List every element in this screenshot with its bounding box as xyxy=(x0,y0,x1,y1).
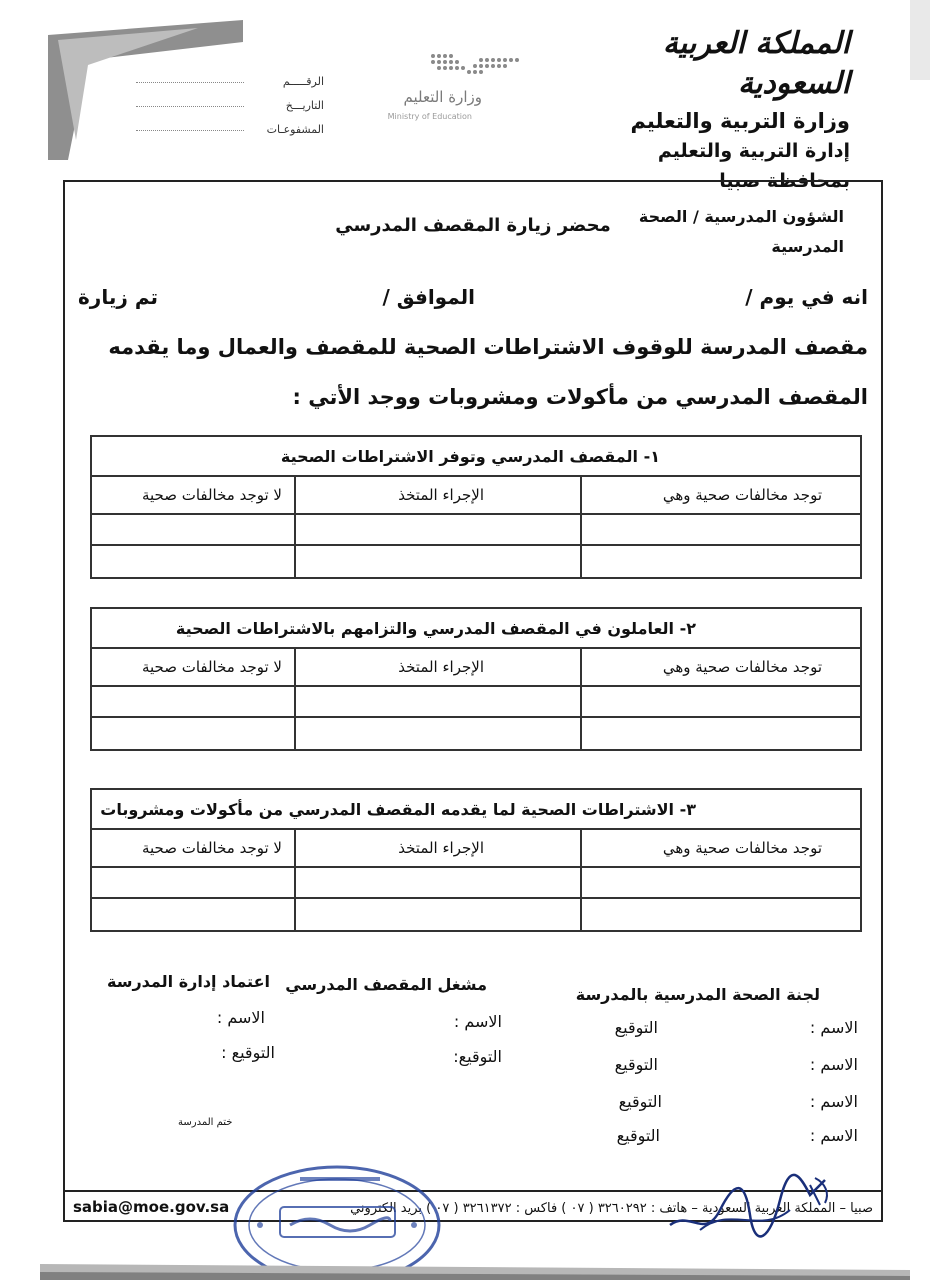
table-row xyxy=(92,546,860,577)
scan-shadow-edge xyxy=(870,0,930,80)
approval-name: الاسم : xyxy=(216,1008,265,1027)
col-violations: توجد مخالفات صحية وهي xyxy=(580,649,860,685)
table-cell[interactable] xyxy=(92,687,294,716)
approval-title: اعتماد إدارة المدرسة xyxy=(107,972,270,991)
table-cell[interactable] xyxy=(580,899,860,930)
committee-name-3: الاسم : xyxy=(809,1092,858,1111)
table-cell[interactable] xyxy=(294,515,580,544)
table-cell[interactable] xyxy=(92,515,294,544)
footer-email[interactable]: sabia@moe.gov.sa xyxy=(73,1198,230,1216)
scan-shadow-corner xyxy=(48,20,243,160)
table-cell[interactable] xyxy=(294,687,580,716)
col-action: الإجراء المتخذ xyxy=(294,649,580,685)
department-name: الشؤون المدرسية / الصحة المدرسية xyxy=(638,207,844,256)
table-cell[interactable] xyxy=(580,868,860,897)
table-cell[interactable] xyxy=(92,718,294,749)
committee-signature-4: التوقيع xyxy=(616,1126,660,1145)
administration-name: إدارة التربية والتعليم بمحافظة صبيا xyxy=(657,140,850,192)
col-no-violations: لا توجد مخالفات صحية xyxy=(141,486,282,504)
committee-signature-1: التوقيع xyxy=(614,1018,658,1037)
table-heading: ١- المقصف المدرسي وتوفر الاشتراطات الصحية xyxy=(92,437,860,477)
visit-label: تم زيارة xyxy=(78,285,159,309)
field-number-label: الرقـــــم xyxy=(246,70,324,94)
inspection-table-1 xyxy=(90,435,862,579)
operator-signature: التوقيع: xyxy=(453,1047,502,1066)
table-header-row xyxy=(92,649,860,687)
intro-paragraph: مقصف المدرسة للوقوف الاشتراطات الصحية للمقصف والعمال وما يقدمه المقصف المدرسي من مأكولات ومشروبات ووجد الأتي : xyxy=(108,335,868,409)
col-action: الإجراء المتخذ xyxy=(294,477,580,513)
committee-title: لجنة الصحة المدرسية بالمدرسة xyxy=(575,985,820,1004)
scan-shadow-bottom xyxy=(40,1220,910,1280)
committee-name-1: الاسم : xyxy=(809,1018,858,1037)
document-title: محضر زيارة المقصف المدرسي xyxy=(335,215,611,236)
logo-english-text: Ministry of Education xyxy=(387,112,472,121)
date-corresponding-field: الموافق / xyxy=(382,285,475,309)
table-row xyxy=(92,515,860,546)
inspection-table-3 xyxy=(90,788,862,932)
table-row xyxy=(92,687,860,718)
table-cell[interactable] xyxy=(294,546,580,577)
table-header-row xyxy=(92,830,860,868)
field-attachments-label: المشفوعـات xyxy=(246,118,324,142)
committee-signature-3: التوقيع xyxy=(618,1092,662,1111)
table-cell[interactable] xyxy=(92,899,294,930)
table-row xyxy=(92,899,860,930)
inspection-table-2 xyxy=(90,607,862,751)
committee-name-4: الاسم : xyxy=(809,1126,858,1145)
table-cell[interactable] xyxy=(294,718,580,749)
table-cell[interactable] xyxy=(580,718,860,749)
table-cell[interactable] xyxy=(294,868,580,897)
kingdom-name: المملكة العربية السعودية xyxy=(662,26,850,101)
committee-name-2: الاسم : xyxy=(809,1055,858,1074)
table-row xyxy=(92,718,860,749)
col-no-violations: لا توجد مخالفات صحية xyxy=(141,839,282,857)
col-violations: توجد مخالفات صحية وهي xyxy=(580,830,860,866)
logo-arabic-text: وزارة التعليم xyxy=(403,88,482,106)
table-heading: ٢- العاملون في المقصف المدرسي والتزامهم بالاشتراطات الصحية xyxy=(92,609,860,649)
table-header-row xyxy=(92,477,860,515)
ministry-name: وزارة التربية والتعليم xyxy=(630,109,850,133)
reference-fields xyxy=(246,70,324,142)
table-heading: ٣- الاشتراطات الصحية لما يقدمه المقصف المدرسي من مأكولات ومشروبات xyxy=(92,790,860,830)
table-cell[interactable] xyxy=(92,868,294,897)
table-cell[interactable] xyxy=(92,546,294,577)
col-action: الإجراء المتخذ xyxy=(294,830,580,866)
table-cell[interactable] xyxy=(580,546,860,577)
col-no-violations: لا توجد مخالفات صحية xyxy=(141,658,282,676)
school-stamp-label: ختم المدرسة xyxy=(178,1117,233,1128)
field-date-label: التاريـــخ xyxy=(246,94,324,118)
col-violations: توجد مخالفات صحية وهي xyxy=(580,477,860,513)
table-row xyxy=(92,868,860,899)
operator-name: الاسم : xyxy=(453,1012,502,1031)
date-day-field: انه في يوم / xyxy=(745,285,868,309)
committee-signature-2: التوقيع xyxy=(614,1055,658,1074)
table-cell[interactable] xyxy=(580,687,860,716)
table-cell[interactable] xyxy=(294,899,580,930)
footer-address: صبيا – المملكة العربية السعودية – هاتف : ٣٢٦٠٢٩٢ ( ٠٧ ) فاكس : ٣٢٦١٣٧٢ ( ٠٧ ) بريد الكتروني xyxy=(350,1201,873,1216)
operator-title: مشغل المقصف المدرسي xyxy=(285,975,487,994)
approval-signature: التوقيع : xyxy=(221,1043,275,1062)
ministry-logo xyxy=(370,48,530,128)
table-cell[interactable] xyxy=(580,515,860,544)
logo-dots-icon xyxy=(425,48,525,78)
